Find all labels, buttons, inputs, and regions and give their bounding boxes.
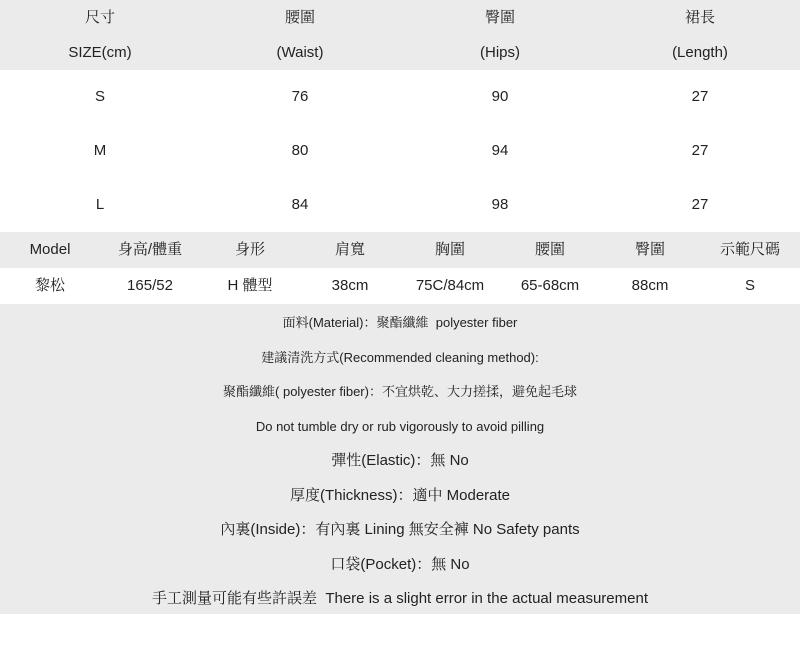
length-header-en: (Length) bbox=[672, 44, 728, 61]
size-row-l bbox=[0, 178, 800, 232]
hips-column-header bbox=[400, 0, 600, 70]
length-column-header bbox=[600, 0, 800, 70]
waist-header-en: (Waist) bbox=[276, 44, 324, 61]
model-table-header bbox=[0, 232, 800, 268]
size-header-en: SIZE(cm) bbox=[68, 44, 132, 61]
model-size-worn: S bbox=[744, 277, 755, 294]
model-hips: 88cm bbox=[631, 277, 669, 294]
size-column-header bbox=[0, 0, 200, 70]
model-table-row bbox=[0, 268, 800, 304]
material-line: 面料(Material)：聚酯纖維 polyester fiber bbox=[282, 315, 518, 330]
model-height-weight: 165/52 bbox=[127, 277, 173, 294]
model-bust: 75C/84cm bbox=[415, 277, 485, 294]
hips-cell: 98 bbox=[491, 196, 509, 213]
size-cell: L bbox=[95, 196, 105, 213]
model-header-bust: 胸圍 bbox=[434, 241, 465, 258]
hips-header-zh: 臀圍 bbox=[484, 9, 515, 26]
model-header-hips: 臀圍 bbox=[634, 241, 665, 258]
model-header-body-shape: 身形 bbox=[234, 241, 265, 258]
model-header-height-weight: 身高/體重 bbox=[117, 241, 183, 258]
size-table-header bbox=[0, 0, 800, 70]
model-shoulder: 38cm bbox=[331, 277, 369, 294]
model-header-name: Model bbox=[29, 241, 71, 258]
pocket-line: 口袋(Pocket)：無 No bbox=[330, 555, 470, 573]
hips-cell: 90 bbox=[491, 88, 509, 105]
product-details bbox=[0, 304, 800, 614]
thickness-line: 厚度(Thickness)：適中 Moderate bbox=[289, 486, 511, 504]
hips-header-en: (Hips) bbox=[480, 44, 520, 61]
size-row-m bbox=[0, 124, 800, 178]
elastic-line: 彈性(Elastic)：無 No bbox=[331, 452, 469, 469]
length-cell: 27 bbox=[691, 142, 709, 159]
cleaning-method-zh: 聚酯纖維( polyester fiber)：不宜烘乾、大力搓揉，避免起毛球 bbox=[223, 384, 577, 399]
length-header-zh: 裙長 bbox=[684, 9, 715, 26]
size-cell: S bbox=[94, 88, 105, 105]
cleaning-method-en: Do not tumble dry or rub vigorously to avoid pilling bbox=[255, 418, 545, 434]
cleaning-method-title: 建議清洗方式(Recommended cleaning method): bbox=[261, 349, 539, 365]
length-cell: 27 bbox=[691, 196, 709, 213]
size-header-zh: 尺寸 bbox=[84, 9, 115, 26]
inside-line: 內裏(Inside)：有內裏 Lining 無安全褲 No Safety pants bbox=[220, 521, 580, 538]
model-header-size-worn: 示範尺碼 bbox=[719, 241, 780, 258]
model-waist: 65-68cm bbox=[520, 277, 580, 294]
waist-cell: 84 bbox=[291, 196, 309, 213]
size-cell: M bbox=[93, 142, 107, 159]
waist-column-header bbox=[200, 0, 400, 70]
waist-cell: 80 bbox=[291, 142, 309, 159]
model-body-shape: H 體型 bbox=[227, 277, 273, 294]
model-name: 黎松 bbox=[34, 277, 65, 294]
model-header-shoulder: 肩寬 bbox=[334, 241, 365, 258]
waist-cell: 76 bbox=[291, 88, 309, 105]
model-header-waist: 腰圍 bbox=[534, 241, 565, 258]
waist-header-zh: 腰圍 bbox=[284, 9, 315, 26]
size-row-s bbox=[0, 70, 800, 124]
length-cell: 27 bbox=[691, 88, 709, 105]
hips-cell: 94 bbox=[491, 142, 509, 159]
measurement-note: 手工測量可能有些許誤差 There is a slight error in the actual measurement bbox=[152, 590, 648, 607]
